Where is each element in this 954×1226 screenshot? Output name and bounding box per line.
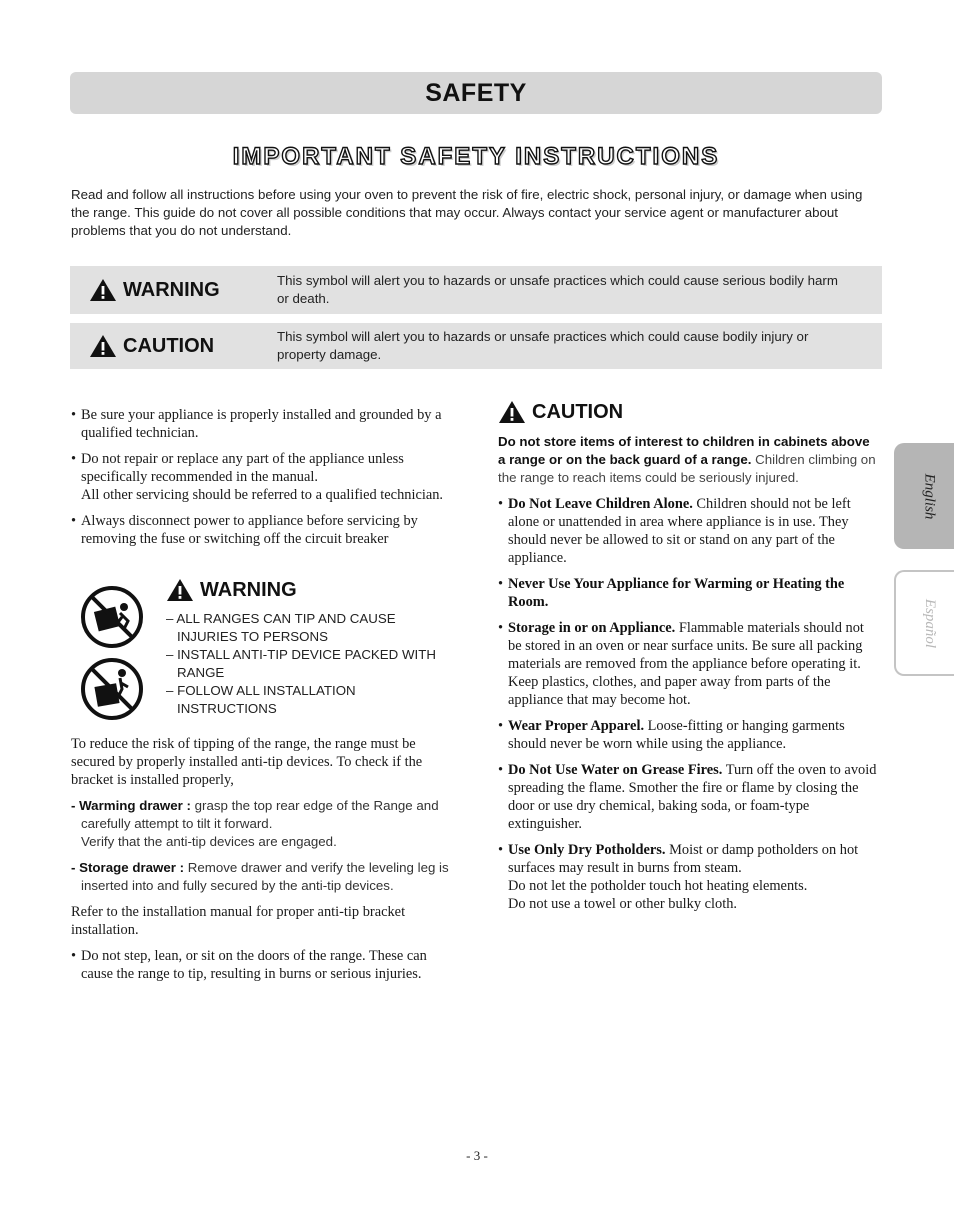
warning-triangle-icon [89,334,117,358]
caution-description: This symbol will alert you to hazards or unsafe practices which could cause bodily injury or property damage. [277,329,809,362]
warning-symbol-row [70,266,882,314]
section-header [70,72,882,114]
storage-drawer-note: - Storage drawer : Remove drawer and verify the leveling leg is inserted into and fully secured by the anti-tip devices. [71,860,449,893]
anti-tip-paragraph: To reduce the risk of tipping of the range, the range must be secured by properly installed anti-tip devices. To check if the bracket is installed properly, [71,736,423,788]
anti-tip-section [71,735,456,983]
list-item-continuation: Do not let the potholder touch hot heating elements. [508,878,808,894]
page-number: - 3 - [466,1148,488,1163]
caution-label: CAUTION [70,334,277,358]
tip-warning [166,578,456,718]
tip-warning-title: WARNING [166,578,456,602]
caution-paragraph: Do not store items of interest to children in cabinets above a range or on the back guard of a range. Children climbing on the range to reach items could be seriously injured. [498,434,876,485]
tab-english[interactable]: English [894,443,954,549]
list-item: • Wear Proper Apparel. Loose-fitting or hanging garments should never be worn while using the appliance. [498,717,880,753]
list-item: • Always disconnect power to appliance before servicing by removing the fuse or switching off the circuit breaker [71,512,451,548]
tip-warning-line: – FOLLOW ALL INSTALLATION INSTRUCTIONS [166,683,356,716]
list-item-continuation: Do not use a towel or other bulky cloth. [508,896,738,912]
caution-title: CAUTION [498,400,880,424]
warning-triangle-icon [89,278,117,302]
list-item: • Do not step, lean, or sit on the doors of the range. These can cause the range to tip, resulting in burns or serious injuries. [71,947,456,983]
tip-warning-line: – INSTALL ANTI-TIP DEVICE PACKED WITH RANGE [166,647,436,680]
no-tip-icon [80,657,144,721]
section-title: SAFETY [425,78,527,107]
no-tip-icon [80,585,144,649]
list-item: • Storage in or on Appliance. Flammable materials should not be stored in an oven or near surface units. Be sure all packing materials are removed from the appliance before operating it. Keep plastics, clothes, and paper away from parts of the appliance that may become hot. [498,619,880,709]
warning-label: WARNING [70,278,277,302]
intro-paragraph: Read and follow all instructions before using your oven to prevent the risk of fire, electric shock, personal injury, or damage when using the range. This guide do not cover all possible conditions that may occur. Always contact your service agent or manufacturer about problems that you do not understand. [71,187,863,238]
list-item: • Be sure your appliance is properly installed and grounded by a qualified technician. [71,406,451,442]
warning-triangle-icon [166,578,194,602]
list-item: • Do not repair or replace any part of the appliance unless specifically recommended in the manual. [71,450,451,486]
warning-description: This symbol will alert you to hazards or unsafe practices which could cause serious bodily harm or death. [277,273,838,306]
list-item-continuation: All other servicing should be referred to a qualified technician. [81,487,444,503]
warming-drawer-note-2: Verify that the anti-tip devices are engaged. [81,834,337,849]
warning-triangle-icon [498,400,526,424]
list-item: • Do Not Use Water on Grease Fires. Turn off the oven to avoid spreading the flame. Smother the fire or flame by closing the door or use dry chemical, baking soda, or foam-type extinguisher. [498,761,880,833]
list-item: • Use Only Dry Potholders. Moist or damp potholders on hot surfaces may result in burns from steam. [498,841,880,877]
caution-symbol-row [70,323,882,369]
refer-paragraph: Refer to the installation manual for proper anti-tip bracket installation. [71,904,406,938]
left-column [71,406,451,548]
right-column [498,400,880,913]
list-item: • Never Use Your Appliance for Warming or Heating the Room. [498,575,880,611]
tip-warning-line: – ALL RANGES CAN TIP AND CAUSE INJURIES TO PERSONS [166,611,396,644]
page-title: IMPORTANT SAFETY INSTRUCTIONS [232,143,720,170]
list-item: • Do Not Leave Children Alone. Children should not be left alone or unattended in area where appliance is in use. They should never be allowed to sit or stand on any part of the appliance. [498,495,880,567]
warming-drawer-note: - Warming drawer : grasp the top rear edge of the Range and carefully attempt to tilt it forward. [71,798,439,831]
tab-espanol[interactable]: Español [894,570,954,676]
tip-icons [80,585,144,726]
